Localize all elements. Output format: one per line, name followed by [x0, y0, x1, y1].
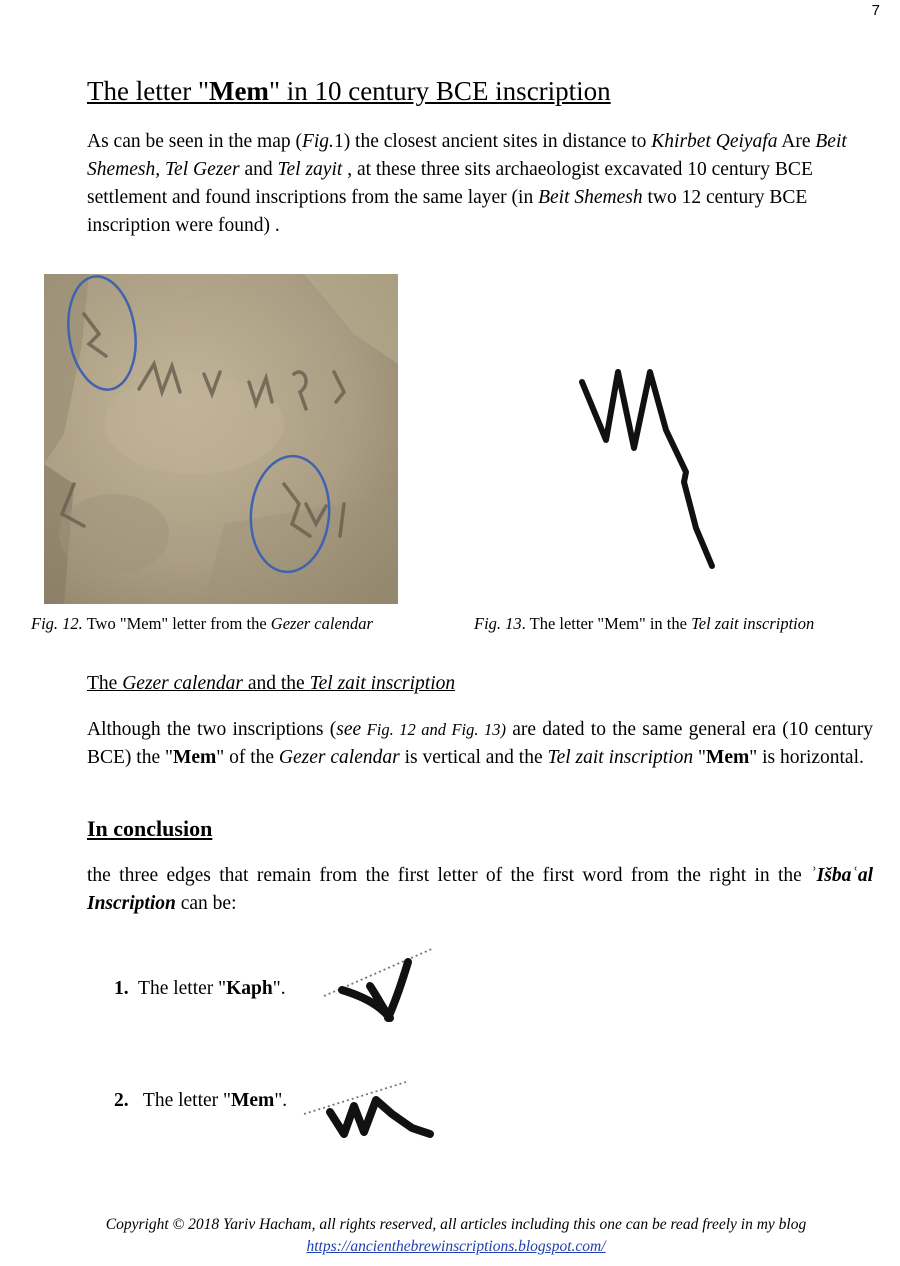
blog-link[interactable]: https://ancienthebrewinscriptions.blogspot.com/: [306, 1238, 606, 1255]
gezer-calendar-photo: [44, 274, 398, 604]
fig-13-caption: Fig. 13. The letter "Mem" in the Tel zait inscription: [474, 614, 815, 633]
conclusion-heading: In conclusion: [87, 816, 213, 841]
page-title: The letter "Mem" in 10 century BCE inscription: [87, 76, 611, 106]
fig-12-caption: Fig. 12. Two "Mem" letter from the Gezer calendar: [31, 614, 373, 633]
kaph-letter-drawing: [322, 944, 436, 1026]
footer-copyright: Copyright © 2018 Yariv Hacham, all rights reserved, all articles including this one can be read freely in my blog: [105, 1216, 807, 1233]
conclusion-paragraph: the three edges that remain from the first letter of the first word from the right in the ʾIšbaʿal Inscription can be:: [87, 865, 873, 914]
list-item-mem: 2. The letter "Mem".: [114, 1090, 288, 1111]
tel-zait-mem-drawing: [570, 360, 730, 580]
list-item-kaph: 1. The letter "Kaph".: [114, 978, 286, 999]
intro-paragraph: As can be seen in the map (Fig.1) the closest ancient sites in distance to Khirbet Qeiyafa Are Beit Shemesh, Tel Gezer and Tel zayit , at these three sits archaeologist excavated 10 century BCE settlement and found inscriptions from the same layer (in Beit Shemesh two 12 century BCE inscription were found) .: [87, 131, 847, 236]
page-number: 7: [871, 2, 880, 19]
footer-link-line: [0, 1238, 900, 1256]
comparison-paragraph: Although the two inscriptions (see Fig. 12 and Fig. 13) are dated to the same general era (10 century BCE) the "Mem" of the Gezer calendar is vertical and the Tel zait inscription "Mem" is horizontal.: [87, 719, 874, 768]
mem-letter-drawing: [302, 1078, 438, 1144]
section-subheading: The Gezer calendar and the Tel zait inscription: [87, 673, 456, 694]
